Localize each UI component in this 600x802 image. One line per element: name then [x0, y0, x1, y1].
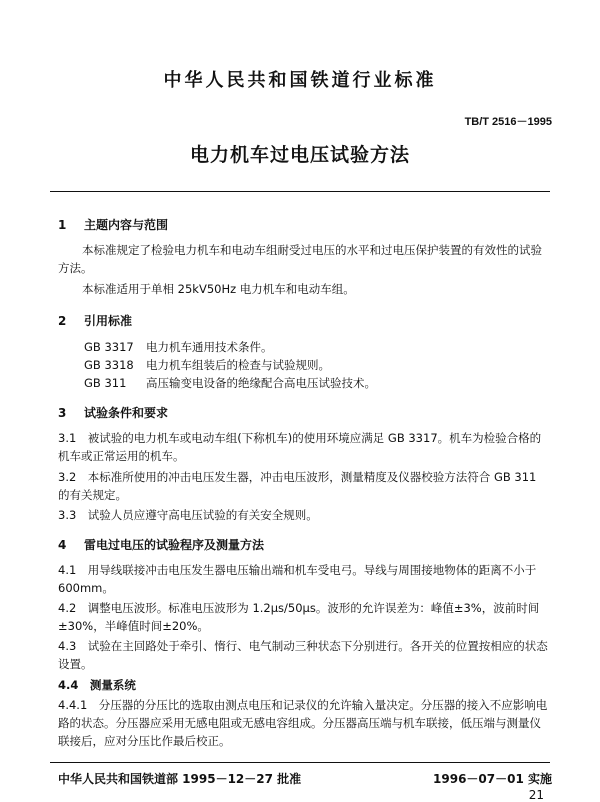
section-3-heading: [58, 404, 168, 421]
section-1-heading: [58, 216, 168, 233]
reference-title: 电力机车组装后的检查与试验规则。: [146, 358, 330, 372]
section-number: 1: [58, 218, 67, 232]
reference-item: [84, 339, 273, 355]
section-title: 试验条件和要求: [84, 406, 169, 420]
subsection-heading: 4.4 测量系统: [58, 678, 136, 692]
clause: 4.1 用导线联接冲击电压发生器电压输出端和机车受电弓。导线与周围接地物体的距离不小于 600mm。: [58, 563, 537, 595]
section-number: 3: [58, 406, 67, 420]
clause: 4.2 调整电压波形。标准电压波形为 1.2μs/50μs。波形的允许误差为：峰值±3%，波前时间±30%，半峰值时间±20%。: [58, 601, 540, 633]
paragraph: 本标准规定了检验电力机车和电动车组耐受过电压的水平和过电压保护装置的有效性的试验方法。: [58, 243, 542, 275]
reference-item: [84, 375, 376, 391]
clause: 4.3 试验在主回路处于牵引、惰行、电气制动三种状态下分别进行。各开关的位置按相应的状态设置。: [58, 639, 548, 671]
standard-code: TB/T 2516－1995: [464, 116, 552, 128]
reference-code: GB 3317: [84, 340, 134, 354]
clause: 3.3 试验人员应遵守高电压试验的有关安全规则。: [58, 508, 318, 522]
footer-rule: [50, 762, 550, 763]
approval-line: 中华人民共和国铁道部 1995－12－27 批准: [58, 772, 302, 786]
section-number: 4: [58, 538, 67, 552]
section-2-heading: [58, 312, 132, 329]
page-number: 21: [528, 788, 544, 802]
reference-title: 高压输变电设备的绝缘配合高电压试验技术。: [146, 376, 376, 390]
clause: 3.1 被试验的电力机车或电动车组(下称机车)的使用环境应满足 GB 3317。机车为检验合格的机车或正常运用的机车。: [58, 431, 542, 463]
section-4-heading: [58, 536, 264, 553]
reference-title: 电力机车通用技术条件。: [146, 340, 273, 354]
document-title: 电力机车过电压试验方法: [189, 144, 410, 166]
clause: 4.4.1 分压器的分压比的选取由测点电压和记录仪的允许输入量决定。分压器的接入不应影响电路的状态。分压器应采用无感电阻或无感电容组成。分压器高压端与机车联接，低压端与测量仪联接后，应对分压比作最后校正。: [58, 698, 548, 748]
title-rule: [50, 191, 550, 192]
section-title: 雷电过电压的试验程序及测量方法: [84, 538, 265, 552]
section-number: 2: [58, 314, 67, 328]
clause: 3.2 本标准所使用的冲击电压发生器，冲击电压波形，测量精度及仪器校验方法符合 GB 311 的有关规定。: [58, 470, 537, 502]
section-title: 引用标准: [84, 314, 133, 328]
organization-title: 中华人民共和国铁道行业标准: [163, 70, 437, 91]
reference-item: [84, 357, 330, 373]
paragraph: 本标准适用于单相 25kV50Hz 电力机车和电动车组。: [82, 282, 355, 296]
reference-code: GB 311: [84, 376, 127, 390]
reference-code: GB 3318: [84, 358, 134, 372]
implementation-date: 1996－07－01 实施: [433, 772, 552, 786]
section-title: 主题内容与范围: [84, 218, 169, 232]
